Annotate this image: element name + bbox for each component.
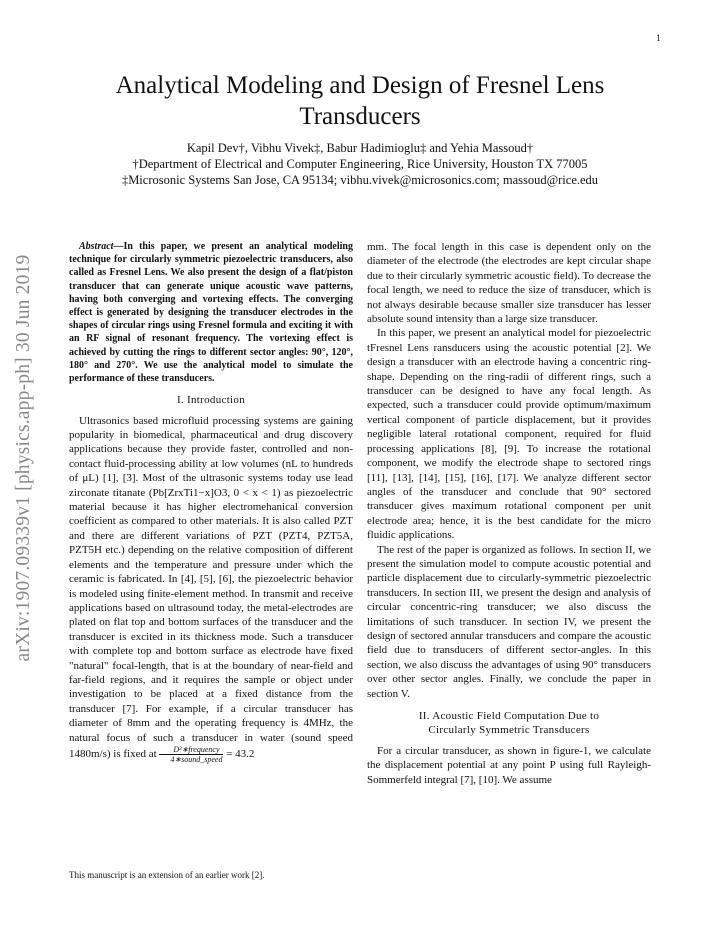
page-number: 1 [656, 34, 662, 43]
body-paragraph-2: In this paper, we present an analytical model for piezoelectric tFresnel Lens ransducers using the acoustic potential [2]. We design a transducer with an electrode having a concentric ring-shape. Depending on the ring-radii of different rings, such a transducer can be designed to have any focal length. As expected, such a transducer could provide optimum/maximum vertical component of particle displacement, but it provides negligible lateral rotational component, required for fluid processing applications [8], [9]. To increase the rotational component, we modify the electrode shape to sectored rings [11], [13], [14], [15], [16], [17]. We analyze different sector angles of the transducer and conclude that 90° sectored transducer gives maximum rotational component per unit electrode area; hence, it is the best candidate for the micro fluidic applications. [367, 327, 651, 542]
intro-paragraph [69, 414, 353, 764]
section-heading-introduction: I. Introduction [176, 394, 246, 407]
body-paragraph-1: mm. The focal length in this case is dependent only on the diameter of the electrode (the electrodes are kept circular shape due to their circularly symmetric acoustic field). To decrease the focal length, we need to reduce the size of transducer, which is not always desirable because smaller size transducer has lesser absolute sound intensity than a large size transducer. [367, 241, 651, 326]
left-column [69, 240, 353, 764]
abstract-label: Abstract [79, 241, 114, 252]
author-list: Kapil Dev†, Vibhu Vivek‡, Babur Hadimioglu‡ and Yehia Massoud† [186, 141, 534, 155]
section-heading-acoustic-field [367, 709, 651, 738]
intro-text: Ultrasonics based microfluid processing systems are gaining popularity in biomedical, pharmaceutical and drug discovery applications because they provide faster, controlled and non-contact fluid-processing ability at low volumes (nL to hundreds of μL) [1], [3]. Most of the ultrasonic systems today use lead zirconate titanate (Pb[ZrxTi1−x]O3, 0 < x < 1) as piezoelectric material because it has higher electromehanical conversion coefficient as compared to other materials. It is also called PZT and there are different variations of PZT (PZT4, PZT5A, PZT5H etc.) depending on the relative composition of different elements and the temperature and pressure under which the ceramic is fabricated. In [4], [5], [6], the piezoelectric behavior is modeled using finite-element method. In transmit and receive applications based on ultrasound today, the metal-electrodes are plated on flat top and bottom surfaces of the transducer and the transducer is excited in its thickness mode. Such a transducer with complete top and bottom surface as electrode have fixed "natural" focal-length, that is at the boundary of near-field and far-field regions, and it requires the sample or object under investigation to be placed at a fixed distance from the transducer [7]. For example, if a circular transducer has diameter of 8mm and the operating frequency is 4MHz, the natural focus of such a transducer in water (sound speed 1480m/s) is fixed at [69, 414, 353, 761]
section2-heading-line1: II. Acoustic Field Computation Due to [418, 710, 600, 722]
arxiv-stamp-text: arXiv:1907.09339v1 [physics.app-ph] 30 Jun 2019 [13, 254, 34, 662]
paper-title: Analytical Modeling and Design of Fresnel Lens Transducers [115, 72, 605, 130]
affiliation-rice: †Department of Electrical and Computer Engineering, Rice University, Houston TX 77005 [132, 157, 588, 171]
body-paragraph-4: For a circular transducer, as shown in figure-1, we calculate the displacement potential at any point P using full Rayleigh-Sommerfeld integral [7], [10]. We assume [367, 744, 651, 786]
section2-heading-line2: Circularly Symmetric Transducers [428, 724, 590, 737]
formula-result: = 43.2 [226, 748, 255, 761]
arxiv-stamp [4, 228, 44, 688]
abstract [69, 240, 353, 385]
right-column [367, 240, 651, 787]
abstract-text: —In this paper, we present an analytical modeling technique for circularly symmetric piezoelectric transducers, also called as Fresnel Lens. We also present the design of a flat/piston transducer that can generate unique acoustic wave patterns, having both converging and vortexing effects. The converging effect is generated by designing the transducer electrodes in the shapes of circular rings using Fresnel formula and exciting it with an RF signal of resonant frequency. The vortexing effect is achieved by cutting the rings to different sector angles: 90°, 120°, 180° and 270°. We use the analytical model to simulate the performance of these transducers. [69, 241, 353, 385]
affiliation-microsonic: ‡Microsonic Systems San Jose, CA 95134; vibhu.vivek@microsonics.com; massoud@rice.edu [121, 173, 599, 187]
formula-denominator: 4∗sound_speed [170, 754, 223, 764]
focal-formula [159, 745, 223, 764]
footnote: This manuscript is an extension of an earlier work [2]. [69, 870, 265, 880]
author-block [60, 140, 660, 188]
body-paragraph-3: The rest of the paper is organized as follows. In section II, we present the simulation model to compute acoustic potential and particle displacement due to circularly-symmetric piezoelectric transducers. In section III, we present the design and analysis of circular concentric-ring transducer; we also discuss the limitations of such transducer. In section IV, we present the design of sectored annular transducers and compare the acoustic field due to transducers of different sector-angles. In this section, we also discuss the advantages of using 90° transducers over other sector angles. Finally, we conclude the paper in section V. [367, 543, 651, 700]
formula-numerator: D²∗frequency [159, 745, 223, 755]
